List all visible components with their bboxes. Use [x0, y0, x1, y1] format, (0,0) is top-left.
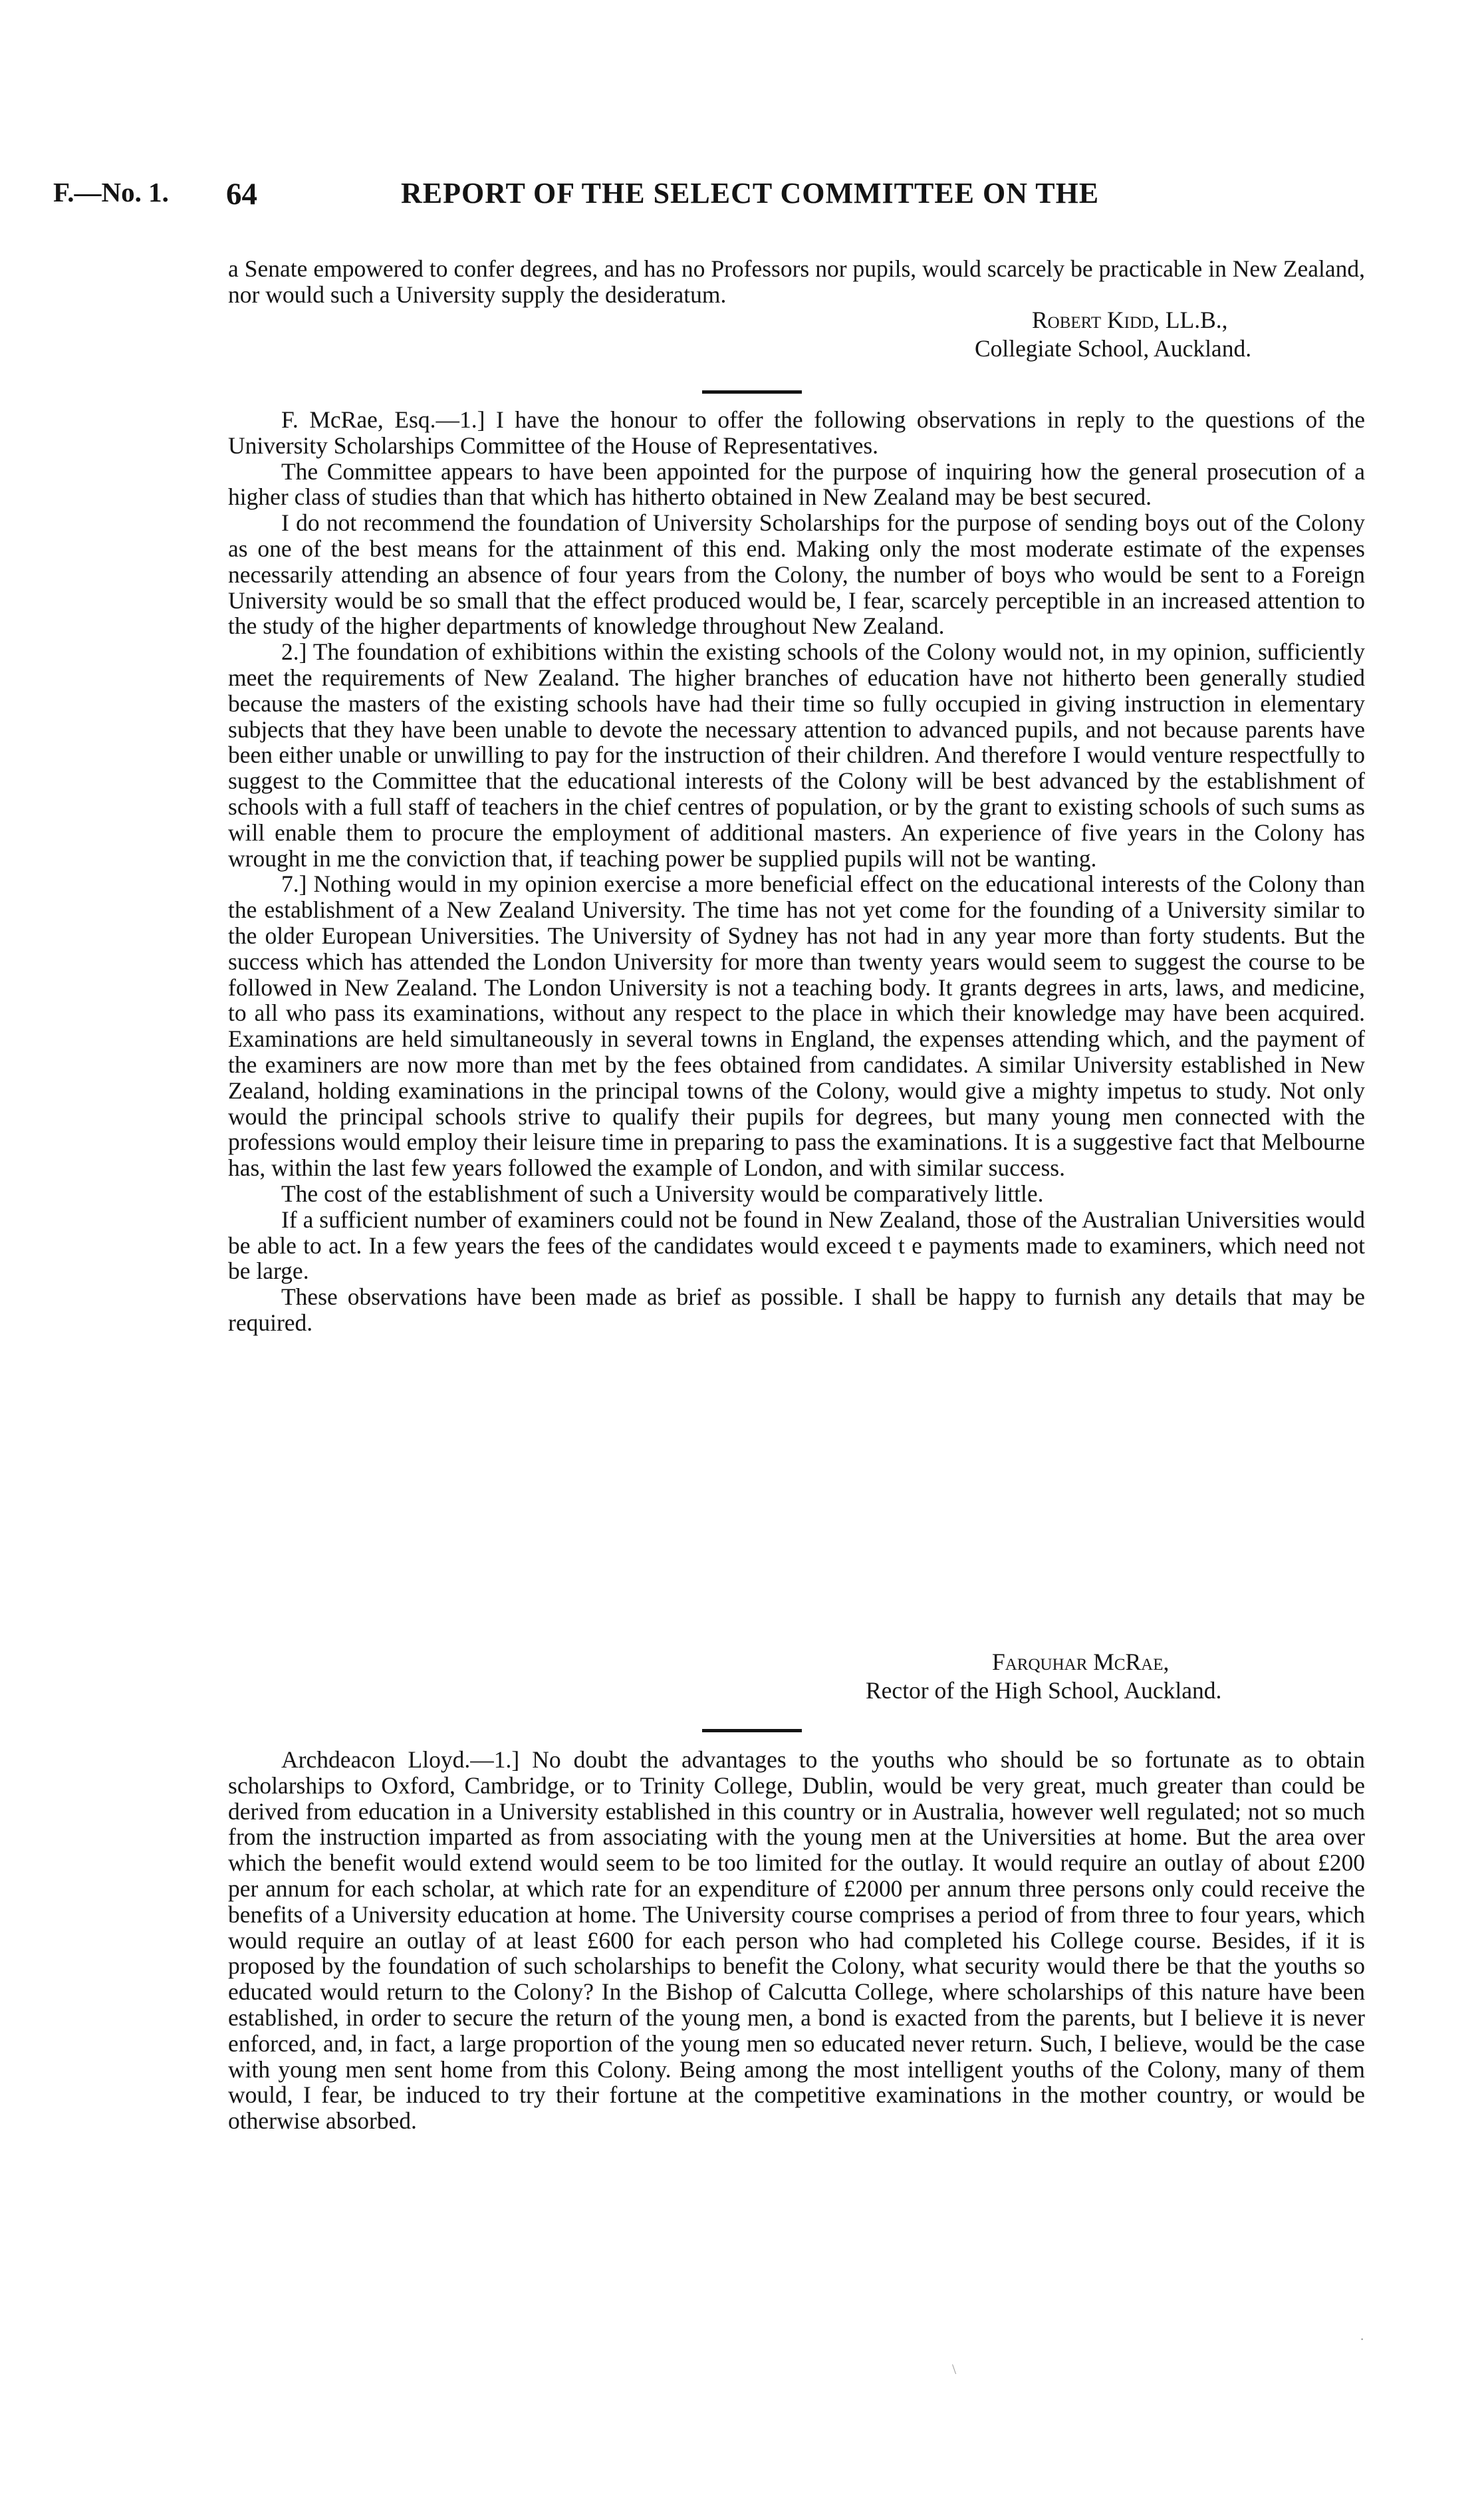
- mcrae-paragraph: The cost of the establishment of such a University would be comparatively little.: [281, 1180, 1044, 1207]
- page-header: [0, 176, 1484, 216]
- mcrae-paragraph: These observations have been made as brief as possible. I shall be happy to furnish any details that may be required.: [228, 1283, 1365, 1336]
- mcrae-signature-title: Rector of the High School, Auckland.: [866, 1677, 1222, 1704]
- mcrae-paragraph: The Committee appears to have been appointed for the purpose of inquiring how the general prosecution of a higher class of studies than that which has hitherto obtained in New Zealand may be best secured.: [228, 458, 1365, 511]
- lloyd-paragraph: Archdeacon Lloyd.—1.] No doubt the advantages to the youths who should be so fortunate as to obtain scholarships to Oxford, Cambridge, or to Trinity College, Dublin, would be very great, much greater than could be derived from education in a University established in this country or in Australia, however well regulated; not so much from the instruction imparted as from associating with the young men at the Universities at home. But the area over which the benefit would extend would seem to be too limited for the outlay. It would require an outlay of about £200 per annum for each scholar, at which rate for an expenditure of £2000 per annum three persons only could receive the benefits of a University education at home. The University course comprises a period of from three to four years, which would require an outlay of at least £600 for each person who had completed his College course. Besides, if it is proposed by the foundation of such scholarships to benefit the Colony, what security would there be that the youths so educated would return to the Colony? In the Bishop of Calcutta College, where scholarships of this nature have been established, in order to secure the return of the young men, a bond is exacted from the parents, but I believe it is never enforced, and, in fact, a large proportion of the young men so educated never return. Such, I believe, would be the case with young men sent home from this Colony. Being among the most intelligent youths of the Colony, many of them would, I fear, be induced to try their fortune at the competitive examinations in the mother country, or would be otherwise absorbed.: [228, 1746, 1365, 2135]
- mcrae-paragraph: F. McRae, Esq.—1.] I have the honour to offer the following observations in reply to the questions of the University Scholarships Committee of the House of Representatives.: [228, 406, 1365, 459]
- lloyd-letter: [228, 1747, 1365, 2134]
- mcrae-paragraph: 2.] The foundation of exhibitions within the existing schools of the Colony would not, in my opinion, sufficiently meet the requirements of New Zealand. The higher branches of education have not hitherto been generally studied because the masters of the existing schools have had their time so fully occupied in giving instruction in elementary subjects that they have been unable to devote the necessary attention to advanced pupils, and not because parents have been either unable or unwilling to pay for the instruction of their children. And therefore I would venture respectfully to suggest to the Committee that the educational interests of the Colony will be best advanced by the establishment of schools with a full staff of teachers in the chief centres of population, or by the grant to existing schools of such sums as will enable them to procure the employment of additional masters. An experience of five years in the Colony has wrought in me the conviction that, if teaching power be supplied pupils will not be wanting.: [228, 638, 1365, 872]
- page-number: 64: [226, 177, 257, 211]
- kidd-letter-ending: [228, 256, 1365, 308]
- mcrae-paragraph: If a sufficient number of examiners could not be found in New Zealand, those of the Australian Universities would be able to act. In a few years the fees of the candidates would exceed t e payments made to examiners, which need not be large.: [228, 1206, 1365, 1285]
- scan-speck: \: [952, 2361, 957, 2377]
- kidd-signature-school: Collegiate School, Auckland.: [975, 335, 1252, 362]
- kidd-paragraph: a Senate empowered to confer degrees, and has no Professors nor pupils, would scarcely be practicable in New Zealand, nor would such a University supply the desideratum.: [228, 255, 1365, 308]
- mcrae-paragraph: I do not recommend the foundation of University Scholarships for the purpose of sending boys out of the Colony as one of the best means for the attainment of this end. Making only the most moderate estimate of the expenses necessarily attending an absence of four years from the Colony, the number of boys who would be sent to a Foreign University would be so small that the effect produced would be, I fear, scarcely perceptible in an increased attention to the study of the higher departments of knowledge throughout New Zealand.: [228, 509, 1365, 640]
- section-divider: [702, 1729, 802, 1732]
- scan-speck: ·: [1360, 2331, 1365, 2347]
- section-divider: [702, 390, 802, 394]
- running-title: REPORT OF THE SELECT COMMITTEE ON THE: [401, 177, 1100, 209]
- mcrae-letter: [228, 407, 1365, 1336]
- paper-number: F.—No. 1.: [53, 177, 169, 207]
- mcrae-paragraph: 7.] Nothing would in my opinion exercise a more beneficial effect on the educational interests of the Colony than the establishment of a New Zealand University. The time has not yet come for the founding of a University similar to the older European Universities. The University of Sydney has not had in any year more than forty students. But the success which has attended the London University for more than twenty years would seem to suggest the course to be followed in New Zealand. The London University is not a teaching body. It grants degrees in arts, laws, and medicine, to all who pass its examinations, without any respect to the place in which their knowledge may have been acquired. Examinations are held simultaneously in several towns in England, the expenses attending which, and the payment of the examiners are now more than met by the fees obtained from candidates. A similar University established in New Zealand, holding examinations in the principal towns of the Colony, would give a mighty impetus to study. Not only would the principal schools strive to qualify their pupils for degrees, but many young men connected with the professions would employ their leisure time in preparing to pass the examinations. It is a suggestive fact that Melbourne has, within the last few years followed the example of London, and with similar success.: [228, 870, 1365, 1182]
- kidd-signature-name: Robert Kidd, LL.B.,: [1032, 307, 1228, 333]
- mcrae-signature-name: Farquhar McRae,: [992, 1648, 1170, 1675]
